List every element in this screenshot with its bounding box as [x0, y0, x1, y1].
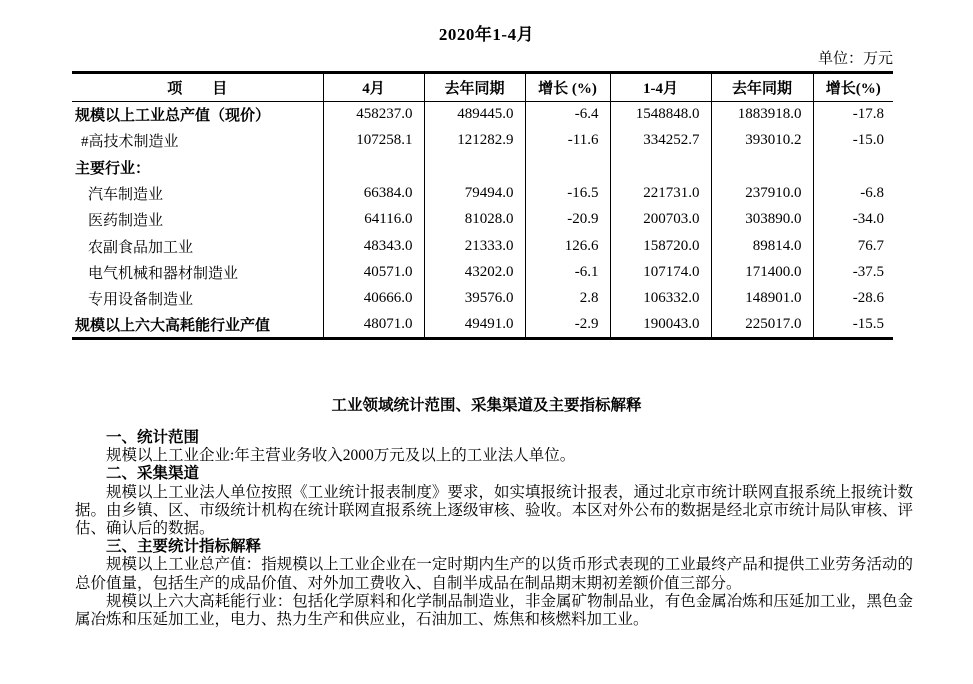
note-section-heading: 一、统计范围 — [106, 429, 200, 446]
note-section-heading: 三、主要统计指标解释 — [106, 538, 262, 556]
value-cell — [323, 154, 424, 180]
note-paragraph: 规模以上工业总产值：指规模以上工业企业在一定时期内生产的以货币形式表现的工业最终产品和提供工业劳务活动的总价值量，包括生产的成品价值、对外加工费收入、自制半成品在制品期末期初差额价值三部分。 — [75, 556, 913, 592]
notes-body — [75, 429, 913, 629]
value-cell: -11.6 — [525, 128, 610, 154]
value-cell: 158720.0 — [610, 233, 711, 259]
value-cell — [813, 154, 893, 180]
value-cell: 48071.0 — [323, 312, 424, 338]
value-cell: 1548848.0 — [610, 102, 711, 128]
value-cell: 121282.9 — [424, 128, 525, 154]
value-cell: -6.1 — [525, 259, 610, 285]
table-row — [72, 154, 893, 180]
value-cell: 107258.1 — [323, 128, 424, 154]
note-section-heading: 二、采集渠道 — [106, 465, 200, 483]
value-cell: 89814.0 — [711, 233, 813, 259]
value-cell: 221731.0 — [610, 180, 711, 206]
table-row — [72, 312, 893, 338]
value-cell: 106332.0 — [610, 286, 711, 312]
row-label-cell: 医药制造业 — [88, 213, 164, 230]
value-cell: 303890.0 — [711, 207, 813, 233]
value-cell: 393010.2 — [711, 128, 813, 154]
value-cell: -20.9 — [525, 207, 610, 233]
value-cell: -6.8 — [813, 180, 893, 206]
row-label-cell: 汽车制造业 — [88, 187, 164, 204]
value-cell: 48343.0 — [323, 233, 424, 259]
value-cell: 107174.0 — [610, 259, 711, 285]
row-label-cell: 主要行业： — [75, 160, 151, 177]
column-header-5: 去年同期 — [711, 73, 813, 102]
value-cell: 81028.0 — [424, 207, 525, 233]
value-cell: 126.6 — [525, 233, 610, 259]
value-cell: 40571.0 — [323, 259, 424, 285]
column-header-2: 去年同期 — [424, 73, 525, 102]
table-row — [72, 128, 893, 154]
value-cell: 21333.0 — [424, 233, 525, 259]
row-label-cell: #高技术制造业 — [81, 134, 179, 151]
value-cell: -28.6 — [813, 286, 893, 312]
value-cell: 64116.0 — [323, 207, 424, 233]
value-cell: 79494.0 — [424, 180, 525, 206]
column-header-6: 增长(%) — [813, 73, 893, 102]
value-cell: -16.5 — [525, 180, 610, 206]
value-cell: 40666.0 — [323, 286, 424, 312]
value-cell — [424, 154, 525, 180]
value-cell: -15.0 — [813, 128, 893, 154]
value-cell: 76.7 — [813, 233, 893, 259]
table-row — [72, 233, 893, 259]
row-label-cell: 专用设备制造业 — [88, 292, 194, 309]
value-cell: 49491.0 — [424, 312, 525, 338]
table-header-row — [72, 73, 893, 102]
value-cell: 43202.0 — [424, 259, 525, 285]
column-header-3: 增长 (%) — [525, 73, 610, 102]
value-cell — [525, 154, 610, 180]
value-cell: 489445.0 — [424, 102, 525, 128]
notes-title: 工业领域统计范围、采集渠道及主要指标解释 — [331, 397, 642, 414]
value-cell: 225017.0 — [711, 312, 813, 338]
unit-note: 单位：万元 — [817, 51, 893, 67]
value-cell: 1883918.0 — [711, 102, 813, 128]
value-cell: 39576.0 — [424, 286, 525, 312]
industrial-output-table — [72, 71, 893, 340]
value-cell: -34.0 — [813, 207, 893, 233]
column-header-4: 1-4月 — [610, 73, 711, 102]
row-label-cell: 电气机械和器材制造业 — [88, 265, 239, 282]
row-label-cell: 农副食品加工业 — [88, 239, 194, 256]
value-cell: -15.5 — [813, 312, 893, 338]
value-cell: 66384.0 — [323, 180, 424, 206]
table-row — [72, 207, 893, 233]
value-cell: 190043.0 — [610, 312, 711, 338]
column-header-0: 项 目 — [72, 73, 323, 102]
row-label-cell: 规模以上工业总产值（现价） — [75, 108, 271, 125]
table-row — [72, 180, 893, 206]
value-cell: 200703.0 — [610, 207, 711, 233]
value-cell: 334252.7 — [610, 128, 711, 154]
table-row — [72, 259, 893, 285]
report-period-title: 2020年1-4月 — [438, 25, 535, 44]
value-cell: -2.9 — [525, 312, 610, 338]
value-cell: -17.8 — [813, 102, 893, 128]
note-paragraph: 规模以上工业企业:年主营业务收入2000万元及以上的工业法人单位。 — [106, 447, 576, 465]
value-cell: -37.5 — [813, 259, 893, 285]
value-cell: 458237.0 — [323, 102, 424, 128]
value-cell — [711, 154, 813, 180]
value-cell: 148901.0 — [711, 286, 813, 312]
row-label-cell: 规模以上六大高耗能行业产值 — [75, 317, 271, 334]
value-cell: 237910.0 — [711, 180, 813, 206]
table-row — [72, 102, 893, 128]
value-cell: -6.4 — [525, 102, 610, 128]
table-body — [72, 102, 893, 339]
note-paragraph: 规模以上工业法人单位按照《工业统计报表制度》要求，如实填报统计报表，通过北京市统计联网直报系统上报统计数据。由乡镇、区、市级统计机构在统计联网直报系统上逐级审核、验收。本区对外公布的数据是经北京市统计局队审核、评估、确认后的数据。 — [75, 483, 913, 538]
column-header-1: 4月 — [323, 73, 424, 102]
note-paragraph: 规模以上六大高耗能行业：包括化学原料和化学制品制造业，非金属矿物制品业，有色金属冶炼和压延加工业，黑色金属冶炼和压延加工业，电力、热力生产和供应业，石油加工、炼焦和核燃料加工业。 — [75, 592, 913, 629]
value-cell: 171400.0 — [711, 259, 813, 285]
value-cell — [610, 154, 711, 180]
table-row — [72, 286, 893, 312]
value-cell: 2.8 — [525, 286, 610, 312]
